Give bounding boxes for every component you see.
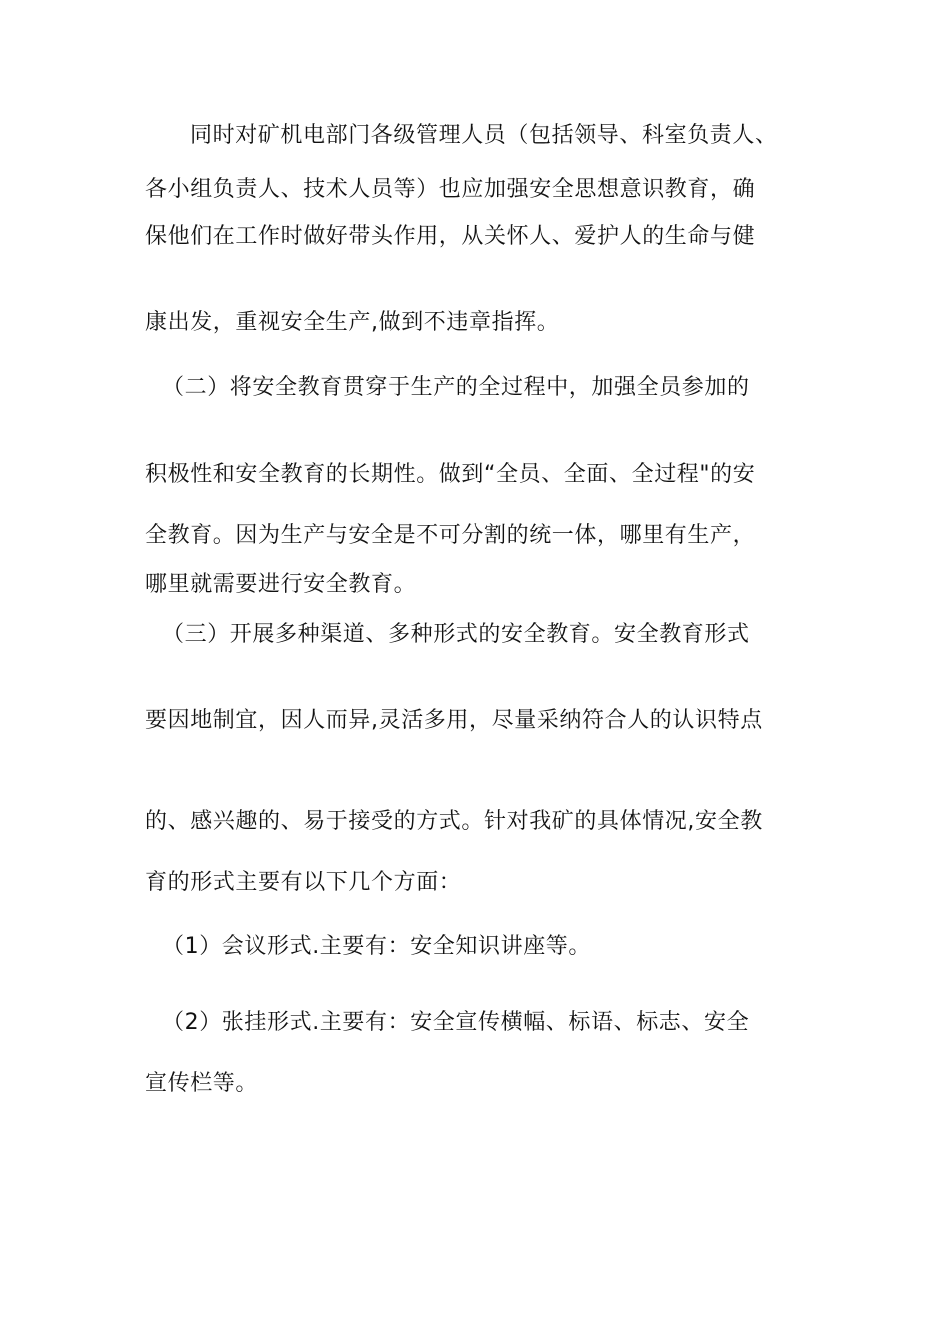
text-line: 积极性和安全教育的长期性。做到“全员、全面、全过程"的安 [145, 462, 756, 487]
text-line: 哪里就需要进行安全教育。 [145, 572, 417, 597]
text-line: 同时对矿机电部门各级管理人员（包括领导、科室负责人、 [190, 123, 778, 148]
text-line: 全教育。因为生产与安全是不可分割的统一体，哪里有生产， [145, 523, 756, 548]
text-line: 要因地制宜，因人而异,灵活多用，尽量采纳符合人的认识特点 [145, 708, 763, 733]
text-line: （二）将安全教育贯穿于生产的全过程中，加强全员参加的 [162, 375, 750, 400]
text-line: （三）开展多种渠道、多种形式的安全教育。安全教育形式 [162, 622, 750, 647]
text-line: 各小组负责人、技术人员等）也应加强安全思想意识教育，确 [145, 177, 756, 202]
text-line: 的、感兴趣的、易于接受的方式。针对我矿的具体情况,安全教 [145, 809, 763, 834]
text-line: 康出发，重视安全生产,做到不违章指挥。 [145, 310, 560, 335]
text-line: 保他们在工作时做好带头作用，从关怀人、爱护人的生命与健 [145, 224, 756, 249]
text-line: （1）会议形式.主要有：安全知识讲座等。 [162, 934, 591, 959]
text-line: （2）张挂形式.主要有：安全宣传横幅、标语、标志、安全 [162, 1010, 750, 1035]
text-line: 育的形式主要有以下几个方面： [145, 870, 462, 895]
text-line: 宣传栏等。 [145, 1071, 259, 1096]
